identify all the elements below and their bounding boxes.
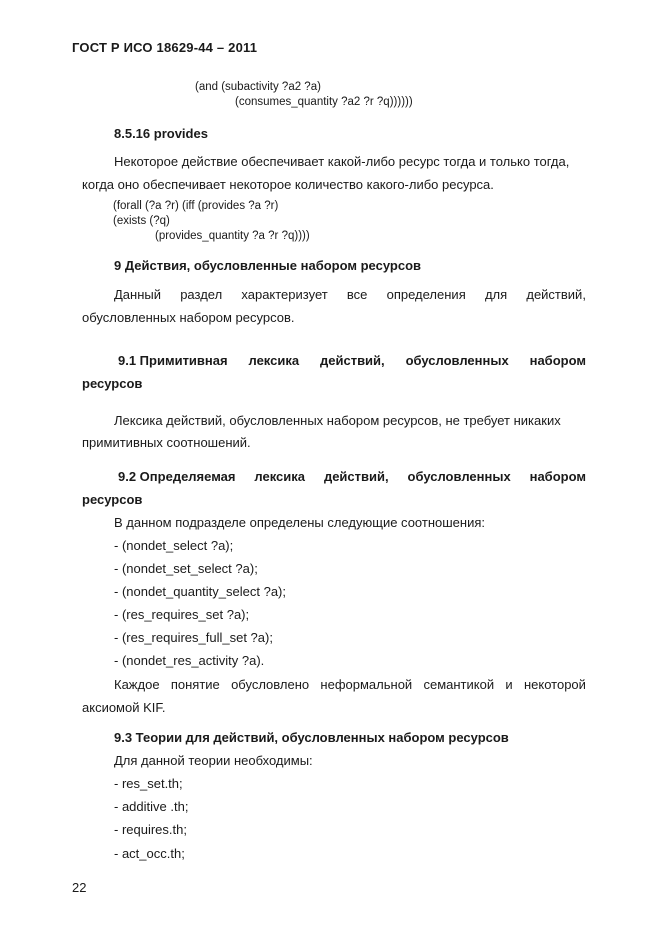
word: раздел xyxy=(180,287,223,302)
word: некоторой xyxy=(523,677,586,692)
page-number: 22 xyxy=(72,880,87,895)
section-heading-9-3: 9.3 Теории для действий, обусловленных набором ресурсов xyxy=(114,730,509,745)
word: Каждое xyxy=(114,677,160,692)
word: 9.1 Примитивная xyxy=(118,353,228,368)
word: определения xyxy=(386,287,466,302)
section-heading-line: ресурсов xyxy=(82,376,143,391)
list-item: - (nondet_select ?a); xyxy=(114,538,234,553)
list-item: - requires.th; xyxy=(114,822,187,837)
code-line: (exists (?q) xyxy=(113,215,170,227)
word: набором xyxy=(529,469,586,484)
section-heading-9-1 xyxy=(118,352,586,370)
word: Данный xyxy=(114,287,161,302)
word: все xyxy=(346,287,368,302)
word: действий, xyxy=(526,287,586,302)
code-line: (and (subactivity ?a2 ?a) xyxy=(195,81,321,93)
section-heading-9-2 xyxy=(118,468,586,486)
list-item: - (res_requires_set ?a); xyxy=(114,607,250,622)
word: неформальной xyxy=(320,677,413,692)
word: 9.2 Определяемая xyxy=(118,469,236,484)
paragraph-line: примитивных соотношений. xyxy=(82,435,251,450)
list-item: - (res_requires_full_set ?a); xyxy=(114,630,273,645)
word: обусловленных xyxy=(405,353,509,368)
word: обусловлено xyxy=(231,677,310,692)
paragraph-line: Для данной теории необходимы: xyxy=(114,753,313,768)
section-heading-8-5-16: 8.5.16 provides xyxy=(114,126,208,141)
paragraph-line: когда оно обеспечивает некоторое количество какого-либо ресурса. xyxy=(82,177,494,192)
word: набором xyxy=(529,353,586,368)
paragraph-line: аксиомой KIF. xyxy=(82,700,166,715)
word: семантикой xyxy=(423,677,495,692)
section-heading-9: 9 Действия, обусловленные набором ресурсов xyxy=(114,258,422,273)
code-line: (consumes_quantity ?a2 ?r ?q)))))) xyxy=(235,96,413,108)
list-item: - act_occ.th; xyxy=(114,846,185,861)
list-item: - additive .th; xyxy=(114,799,189,814)
list-item: - (nondet_res_activity ?a). xyxy=(114,653,265,668)
paragraph-line: В данном подразделе определены следующие соотношения: xyxy=(114,515,485,530)
word: лексика xyxy=(248,353,300,368)
document-header: ГОСТ Р ИСО 18629-44 – 2011 xyxy=(72,40,258,55)
word: для xyxy=(484,287,508,302)
paragraph-line-justified xyxy=(114,286,586,304)
list-item: - (nondet_quantity_select ?a); xyxy=(114,584,286,599)
word: характеризует xyxy=(241,287,328,302)
paragraph-line: обусловленных набором ресурсов. xyxy=(82,310,295,325)
paragraph-line: Лексика действий, обусловленных набором ресурсов, не требует никаких xyxy=(114,413,561,428)
section-heading-line: ресурсов xyxy=(82,492,143,507)
word: понятие xyxy=(170,677,220,692)
word: лексика xyxy=(254,469,306,484)
code-line: (forall (?a ?r) (iff (provides ?a ?r) xyxy=(113,200,279,212)
paragraph-line-justified xyxy=(114,676,586,694)
word: обусловленных xyxy=(407,469,511,484)
list-item: - res_set.th; xyxy=(114,776,183,791)
word: действий, xyxy=(323,469,389,484)
code-line: (provides_quantity ?a ?r ?q)))) xyxy=(155,230,310,242)
paragraph-line: Некоторое действие обеспечивает какой-либо ресурс тогда и только тогда, xyxy=(114,154,570,169)
word: действий, xyxy=(320,353,385,368)
list-item: - (nondet_set_select ?a); xyxy=(114,561,258,576)
word: и xyxy=(505,677,513,692)
